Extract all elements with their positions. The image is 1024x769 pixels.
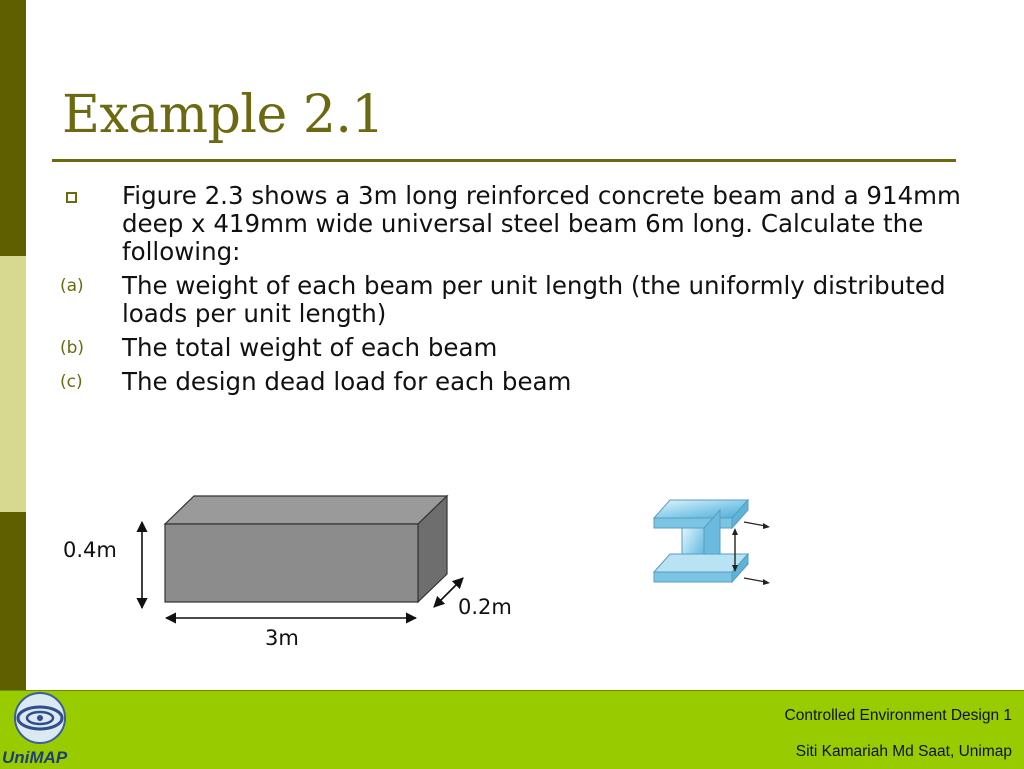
- slide-footer: [0, 690, 1024, 769]
- list-item-text: The total weight of each beam: [122, 333, 498, 362]
- list-marker: (c): [60, 372, 83, 392]
- height-label: 0.4m: [63, 538, 117, 562]
- list-item-b: [58, 334, 968, 362]
- logo-text: UniMAP: [2, 748, 68, 767]
- title-underline: [52, 159, 956, 162]
- slide-title: Example 2.1: [62, 85, 385, 145]
- list-marker: (a): [60, 276, 84, 296]
- intro-text: Figure 2.3 shows a 3m long reinforced concrete beam and a 914mm deep x 419mm wide universal steel beam 6m long. Calculate the following:: [122, 181, 961, 266]
- arrow-head-icon: [763, 579, 770, 585]
- steel-i-beam-figure: [640, 490, 780, 600]
- length-label: 3m: [265, 626, 299, 650]
- list-item-text: The design dead load for each beam: [122, 367, 572, 396]
- left-bar-segment-light: [0, 256, 26, 512]
- list-marker: (b): [60, 338, 85, 358]
- i-beam-top-leader: [744, 522, 766, 526]
- i-beam-bottom-flange-front: [654, 572, 732, 582]
- i-beam-bottom-leader: [744, 578, 766, 582]
- beam-front-face: [165, 524, 418, 602]
- left-bar-segment-dark: [0, 0, 26, 256]
- footer-author: Siti Kamariah Md Saat, Unimap: [795, 743, 1012, 760]
- beam-top-face: [165, 496, 447, 524]
- arrow-head-icon: [732, 528, 738, 535]
- square-bullet-icon: [66, 192, 77, 203]
- footer-course: Controlled Environment Design 1: [784, 707, 1012, 724]
- width-label: 0.2m: [458, 595, 512, 619]
- unimap-logo: [0, 691, 82, 769]
- list-item-c: [58, 368, 968, 396]
- list-item-a: [58, 272, 968, 328]
- slide-body: [58, 182, 968, 402]
- concrete-beam-figure: [0, 480, 560, 680]
- bullet-item: [58, 182, 968, 266]
- arrow-head-icon: [763, 523, 770, 529]
- list-item-text: The weight of each beam per unit length (the uniformly distributed loads per unit length): [122, 271, 946, 328]
